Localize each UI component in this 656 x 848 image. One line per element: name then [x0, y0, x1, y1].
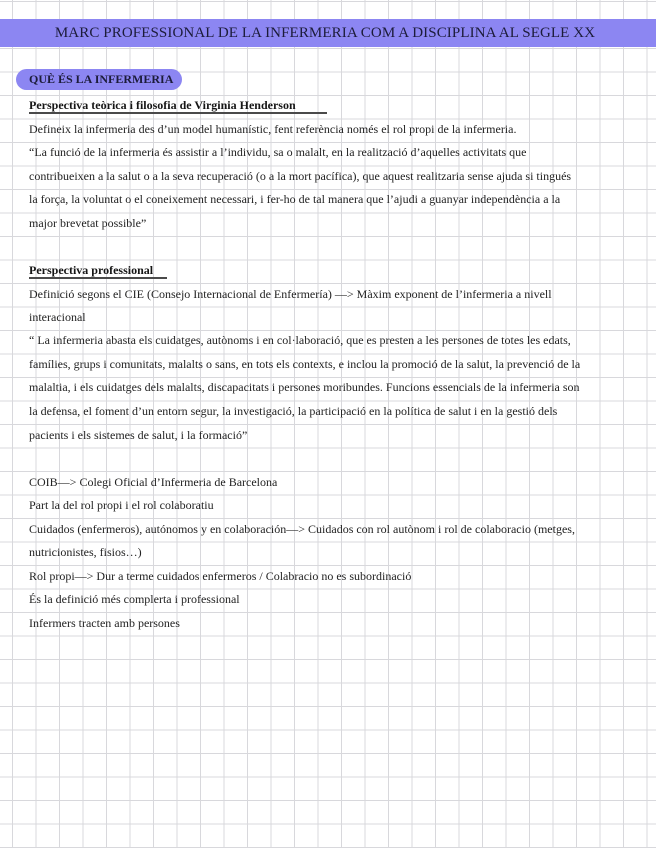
- professional-line: pacients i els sistemes de salut, i la formació”: [29, 428, 248, 442]
- henderson-line: Defineix la infermeria des d’un model humanístic, fent referència només el rol propi de la infermeria.: [29, 122, 517, 136]
- professional-heading: Perspectiva professional: [29, 263, 154, 277]
- note-line: Rol propi—> Dur a terme cuidados enfermeros / Colabracio no es subordinació: [29, 569, 412, 583]
- note-line: COIB—> Colegi Oficial d’Infermeria de Barcelona: [29, 475, 278, 489]
- henderson-line: contribueixen a la salut o a la seva recuperació (o a la mort pacífica), que aquest realitzaria sense ajuda si tingués: [29, 169, 572, 183]
- page-title: MARC PROFESSIONAL DE LA INFERMERIA COM A DISCIPLINA AL SEGLE XX: [54, 25, 596, 41]
- henderson-line: la força, la voluntat o el coneixement necessari, i fer-ho de tal manera que l’ajudi a guanyar independència a la: [29, 192, 561, 206]
- section-label: QUÈ ÉS LA INFERMERIA: [29, 72, 174, 86]
- section-badge: [16, 69, 182, 90]
- professional-line: malaltia, i els cuidatges dels malalts, discapacitats i persones moribundes. Funcions essencials de la infermeria son: [29, 380, 580, 394]
- henderson-heading: Perspectiva teòrica i filosofia de Virginia Henderson: [29, 98, 296, 112]
- professional-line: interacional: [29, 310, 86, 324]
- note-line: És la definició més complerta i professional: [29, 592, 240, 606]
- title-banner: [0, 19, 656, 47]
- professional-heading-underline: [29, 277, 167, 279]
- professional-line: la defensa, el foment d’un entorn segur, la investigació, la participació en la política de salut i en la gestió dels: [29, 404, 558, 418]
- note-line: nutricionistes, fisios…): [29, 545, 142, 559]
- henderson-heading-underline: [29, 112, 327, 114]
- professional-line: Definició segons el CIE (Consejo Internacional de Enfermería) —> Màxim exponent de l’infermeria a nivell: [29, 287, 552, 301]
- note-line: Part la del rol propi i el rol colaboratiu: [29, 498, 214, 512]
- professional-line: famílies, grups i comunitats, malalts o sans, en tots els contexts, e inclou la promoció de la salut, la prevenció de la: [29, 357, 581, 371]
- note-line: Cuidados (enfermeros), autónomos y en colaboración—> Cuidados con rol autònom i rol de colaboracio (metges,: [29, 522, 575, 536]
- henderson-line: “La funció de la infermeria és assistir a l’individu, sa o malalt, en la realització d’aquelles activitats que: [29, 145, 527, 159]
- professional-line: “ La infermeria abasta els cuidatges, autònoms i en col·laboració, que es presten a les persones de totes les edats,: [29, 333, 571, 347]
- note-line: Infermers tracten amb persones: [29, 616, 180, 630]
- henderson-line: major brevetat possible”: [29, 216, 147, 230]
